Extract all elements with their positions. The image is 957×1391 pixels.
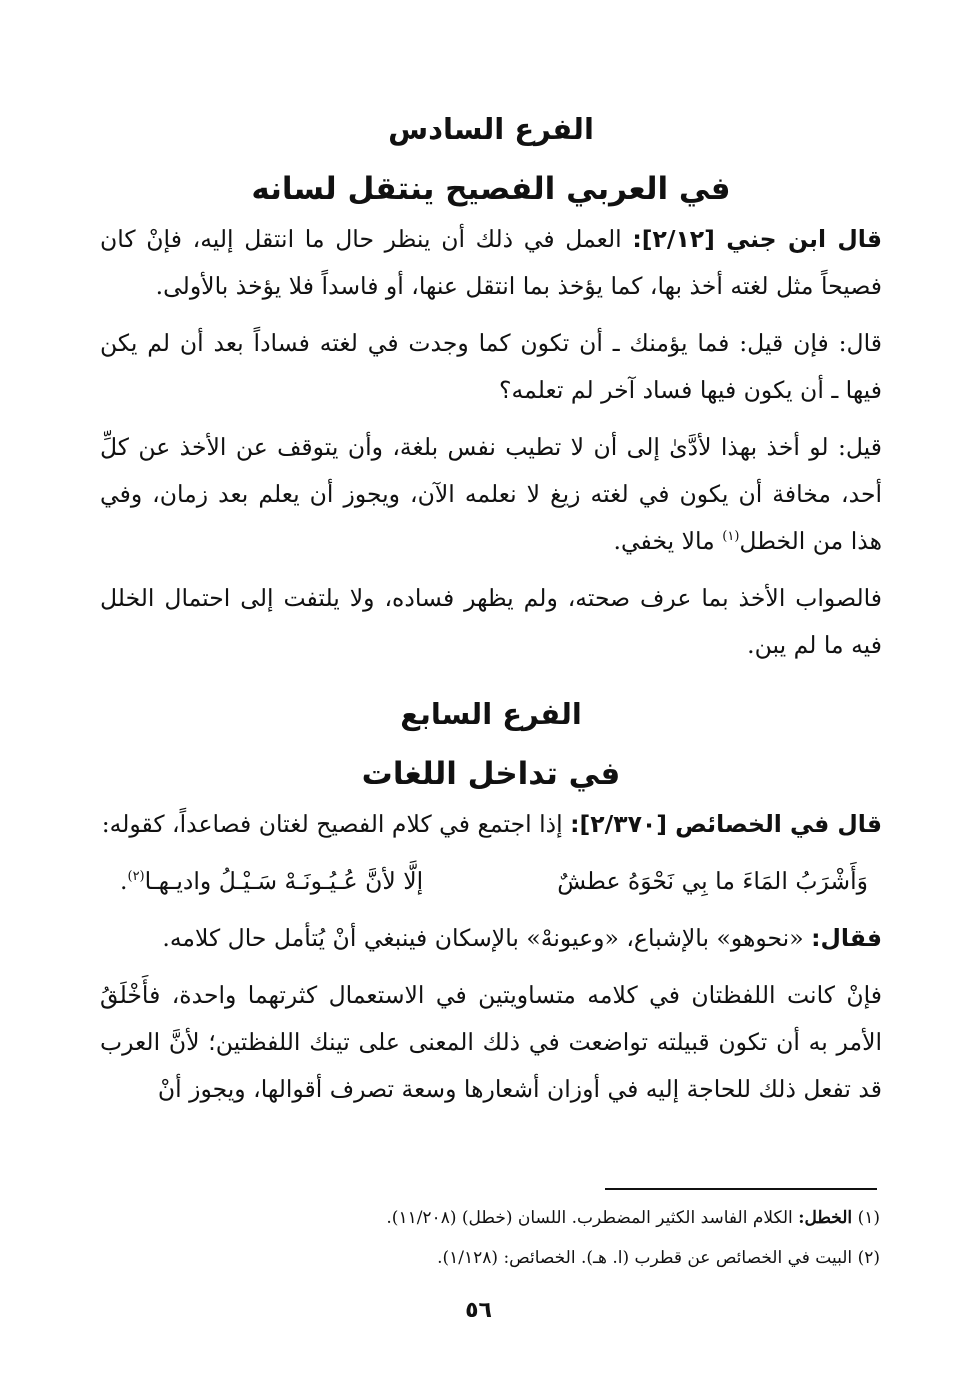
paragraph (100, 424, 882, 565)
page-number: ٥٦ (465, 1298, 492, 1323)
footnote (200, 1198, 880, 1238)
section-title: الفرع السابع (400, 696, 582, 731)
paragraph-text: إذا اجتمع في كلام الفصيح لغتان فصاعداً، كقوله: (101, 809, 571, 838)
verse-first-hemistich: وَأَشْرَبُ المَاءَ ما بِي نَحْوَهُ عطشٌ (557, 866, 868, 895)
footnote-ref: (١) (722, 529, 740, 545)
verse-end: . (120, 866, 128, 895)
paragraph (100, 801, 882, 848)
footnote-text: الكلام الفاسد الكثير المضطرب. اللسان (خطل) (١١/٢٠٨). (386, 1208, 799, 1228)
paragraph: فالصواب الأخذ بما عرف صحته، ولم يظهر فساده، ولا يلتفت إلى احتمال الخلل فيه ما لم يبن. (100, 583, 882, 659)
section-subtitle: في العربي الفصيح ينتقل لسانه (251, 170, 731, 207)
footnote-number: (٢) (857, 1248, 880, 1268)
footnote-term: الخطل: (798, 1208, 853, 1228)
paragraph (100, 216, 882, 310)
paragraph: فإنْ كانت اللفظتان في كلامه متساويتين في الاستعمال كثرتهما واحدة، فأَخْلَقُ الأمر به أن تكون قبيلته تواضعت في ذلك المعنى على تينك اللفظتين؛ لأنَّ العرب قد تفعل ذلك للحاجة إليه في أوزان أشعارها وسعة تصرف أقوالها، ويجوز أنْ (100, 980, 882, 1103)
footnote-number: (١) (857, 1208, 880, 1228)
paragraph-lead: قال ابن جني [٢/١٢]: (632, 224, 883, 253)
paragraph: قال: فإن قيل: فما يؤمنك ـ أن تكون كما وجدت في لغته فساداً بعد أن لم يكن فيها ـ أن يكون فيها فساد آخر لم تعلمه؟ (100, 328, 882, 404)
footnote-text: البيت في الخصائص عن قطرب (ا. هـ). الخصائص: (١/١٢٨). (437, 1248, 853, 1268)
footnote-ref: (٢) (127, 869, 145, 885)
section-title: الفرع السادس (388, 112, 594, 146)
paragraph-lead: قال في الخصائص [٢/٣٧٠]: (570, 809, 882, 838)
page-body (100, 100, 882, 1123)
paragraph-text: قيل: لو أخذ بهذا لأدَّىٰ إلى أن لا تطيب نفس بلغة، وأن يتوقف عن الأخذ عن كلِّ أحد، مخافة أن يكون في لغته زيغ لا نعلمه الآن، ويجوز أن يعلم بعد زمان، وفي هذا من الخطل (100, 432, 882, 555)
poetry-verse (100, 858, 882, 905)
verse-second-hemistich: إلَّا لأنَّ عُـيُـونَـهْ سَـيْـلُ واديـهـا (144, 866, 424, 895)
paragraph-text: مالا يخفي. (613, 526, 723, 555)
paragraph-lead: فقال: (811, 923, 882, 952)
footnote-divider (605, 1188, 877, 1190)
paragraph (100, 915, 882, 962)
footnote (200, 1238, 880, 1278)
paragraph-text: «نحوهو» بالإشباع، «وعيونهْ» بالإسكان فينبغي أنْ يُتأمل حال كلامه. (162, 923, 812, 952)
footnotes (200, 1198, 880, 1278)
section-subtitle: في تداخل اللغات (361, 755, 621, 792)
paragraph-text: العمل في ذلك أن ينظر حال ما انتقل إليه، فإنْ كان فصيحاً مثل لغته أخذ بها، كما يؤخذ بما انتقل عنها، أو فاسداً فلا يؤخذ بالأولى. (100, 224, 882, 300)
verse-second-hemistich-wrap (120, 858, 423, 905)
